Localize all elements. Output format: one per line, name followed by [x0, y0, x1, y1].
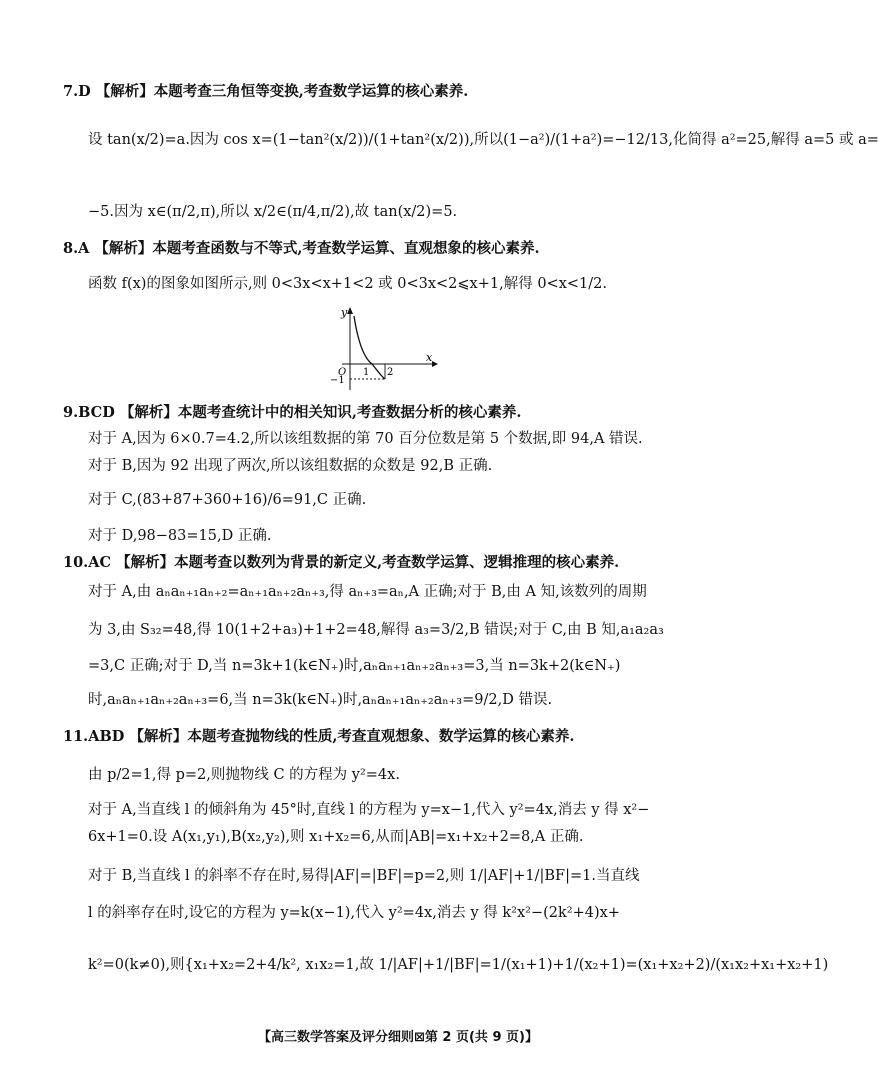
y-axis-arrow-icon: [347, 307, 353, 314]
q7-text-line2: −5.因为 x∈(π/2,π),所以 x/2∈(π/4,π/2),故 tan(x/2)=5.: [88, 204, 458, 220]
q11-line1: 由 p/2=1,得 p=2,则抛物线 C 的方程为 y²=4x.: [88, 767, 400, 783]
graph-label-one: 1: [363, 367, 370, 378]
graph-label-neg-one: −1: [330, 375, 345, 386]
page-footer: 【高三数学答案及评分细则⊠第 2 页(共 9 页)】: [258, 1030, 538, 1045]
function-graph: [328, 304, 440, 396]
q10-heading: 10.AC 【解析】本题考查以数列为背景的新定义,考查数学运算、逻辑推理的核心素养.: [63, 554, 620, 571]
q7-heading: 7.D 【解析】本题考查三角恒等变换,考查数学运算的核心素养.: [63, 83, 469, 100]
q9-line-b: 对于 B,因为 92 出现了两次,所以该组数据的众数是 92,B 正确.: [88, 458, 493, 474]
q7-text-line1: 设 tan(x/2)=a.因为 cos x=(1−tan²(x/2))/(1+tan²(x/2)),所以(1−a²)/(1+a²)=−12/13,化简得 a²=25,解得 a=5 或 a=: [88, 132, 879, 148]
q9-heading: 9.BCD 【解析】本题考查统计中的相关知识,考查数据分析的核心素养.: [63, 404, 522, 421]
graph-label-two: 2: [387, 367, 394, 378]
q8-text-line1: 函数 f(x)的图象如图所示,则 0<3x<x+1<2 或 0<3x<2⩽x+1,解得 0<x<1/2.: [88, 276, 607, 292]
q11-heading: 11.ABD 【解析】本题考查抛物线的性质,考查直观想象、数学运算的核心素养.: [63, 728, 575, 745]
q11-line4: 对于 B,当直线 l 的斜率不存在时,易得|AF|=|BF|=p=2,则 1/|AF|+1/|BF|=1.当直线: [88, 868, 640, 884]
q10-line4: 时,aₙaₙ₊₁aₙ₊₂aₙ₊₃=6,当 n=3k(k∈N₊)时,aₙaₙ₊₁aₙ₊₂aₙ₊₃=9/2,D 错误.: [88, 692, 553, 708]
q11-line2: 对于 A,当直线 l 的倾斜角为 45°时,直线 l 的方程为 y=x−1,代入 y²=4x,消去 y 得 x²−: [88, 802, 650, 818]
graph-label-y: y: [341, 306, 348, 319]
q9-line-d: 对于 D,98−83=15,D 正确.: [88, 528, 272, 544]
q10-line1: 对于 A,由 aₙaₙ₊₁aₙ₊₂=aₙ₊₁aₙ₊₂aₙ₊₃,得 aₙ₊₃=aₙ,A 正确;对于 B,由 A 知,该数列的周期: [88, 584, 647, 600]
q9-line-a: 对于 A,因为 6×0.7=4.2,所以该组数据的第 70 百分位数是第 5 个数据,即 94,A 错误.: [88, 431, 643, 447]
q10-line2: 为 3,由 S₃₂=48,得 10(1+2+a₃)+1+2=48,解得 a₃=3/2,B 错误;对于 C,由 B 知,a₁a₂a₃: [88, 622, 664, 638]
q11-line5: l 的斜率存在时,设它的方程为 y=k(x−1),代入 y²=4x,消去 y 得 k²x²−(2k²+4)x+: [88, 905, 620, 921]
q9-line-c: 对于 C,(83+87+360+16)/6=91,C 正确.: [88, 492, 367, 508]
q8-heading: 8.A 【解析】本题考查函数与不等式,考查数学运算、直观想象的核心素养.: [63, 240, 540, 257]
function-curve: [354, 316, 385, 379]
graph-label-origin: O: [338, 367, 347, 378]
q10-line3: =3,C 正确;对于 D,当 n=3k+1(k∈N₊)时,aₙaₙ₊₁aₙ₊₂aₙ₊₃=3,当 n=3k+2(k∈N₊): [88, 658, 621, 674]
q11-line3: 6x+1=0.设 A(x₁,y₁),B(x₂,y₂),则 x₁+x₂=6,从而|AB|=x₁+x₂+2=8,A 正确.: [88, 829, 584, 845]
q11-line6: k²=0(k≠0),则{x₁+x₂=2+4/k², x₁x₂=1,故 1/|AF|+1/|BF|=1/(x₁+1)+1/(x₂+1)=(x₁+x₂+2)/(x₁x₂+x₁+x₂+1): [88, 957, 829, 973]
graph-label-x: x: [426, 351, 433, 364]
x-axis-arrow-icon: [432, 361, 438, 367]
